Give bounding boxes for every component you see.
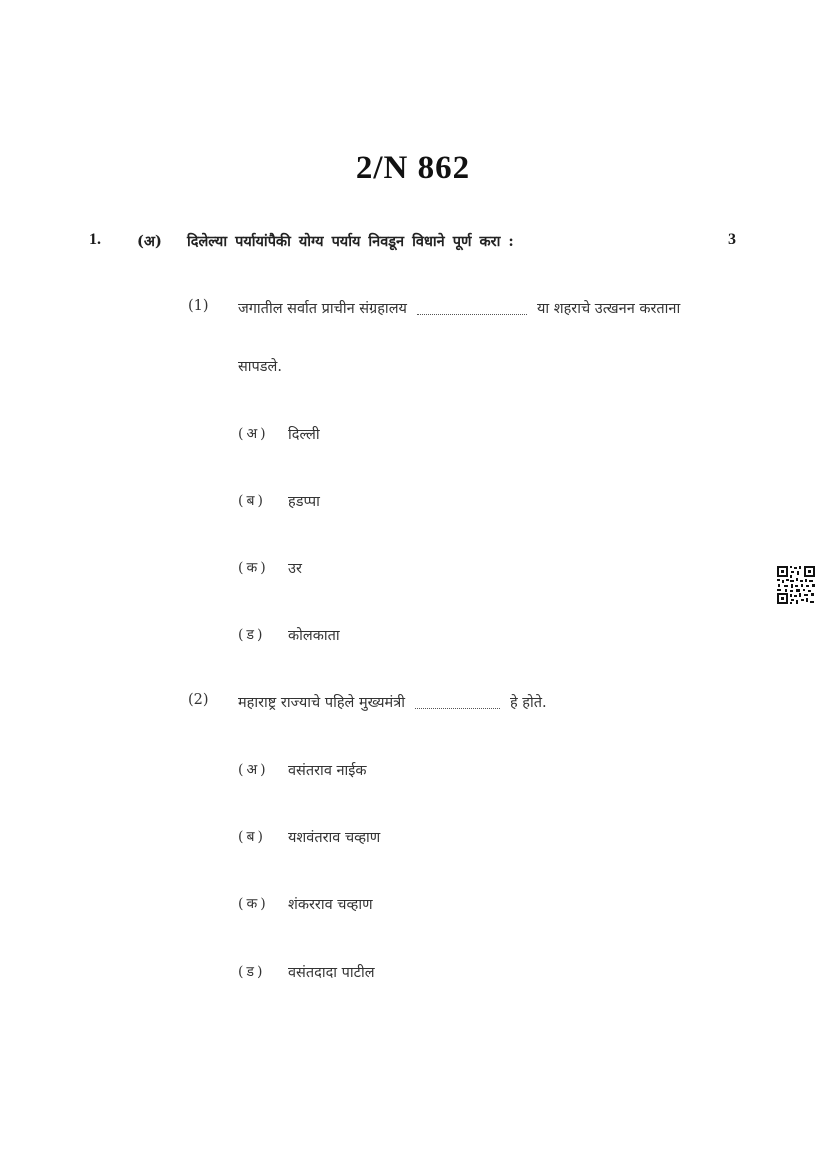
paper-code: 2/N 862	[355, 150, 471, 186]
statement-after: या शहराचे उत्खनन करताना	[536, 301, 681, 317]
statement-after: हे होते.	[509, 695, 547, 711]
item-number: (1)	[188, 298, 209, 314]
item-continuation: सापडले.	[238, 359, 282, 375]
option-label: (अ)	[238, 426, 269, 442]
question-number: 1.	[89, 231, 101, 248]
option-label: (क)	[238, 560, 269, 576]
option-label: (अ)	[238, 762, 269, 778]
statement-before: जगातील सर्वात प्राचीन संग्रहालय	[238, 301, 407, 317]
option-text: वसंतदादा पाटील	[288, 965, 375, 981]
item-number: (2)	[188, 692, 209, 708]
qr-code-icon	[776, 565, 816, 605]
item-statement	[238, 298, 680, 318]
option-text: दिल्ली	[288, 427, 320, 443]
option-text: यशवंतराव चव्हाण	[288, 830, 381, 846]
item-statement	[238, 692, 547, 712]
option-label: (ब)	[238, 829, 266, 845]
option-text: शंकरराव चव्हाण	[288, 897, 373, 913]
question-part: (अ)	[137, 233, 162, 250]
blank-line	[417, 304, 527, 315]
blank-line	[415, 698, 500, 709]
question-marks: 3	[728, 231, 736, 248]
option-text: उर	[288, 561, 302, 577]
option-label: (ब)	[238, 493, 266, 509]
option-label: (क)	[238, 896, 269, 912]
option-label: (ड)	[238, 964, 266, 980]
option-text: कोलकाता	[288, 628, 340, 644]
option-label: (ड)	[238, 627, 266, 643]
question-instruction: दिलेल्या पर्यायांपैकी योग्य पर्याय निवडून विधाने पूर्ण करा :	[187, 233, 514, 250]
option-text: हडप्पा	[288, 494, 320, 510]
option-text: वसंतराव नाईक	[288, 763, 367, 779]
statement-before: महाराष्ट्र राज्याचे पहिले मुख्यमंत्री	[238, 695, 405, 711]
